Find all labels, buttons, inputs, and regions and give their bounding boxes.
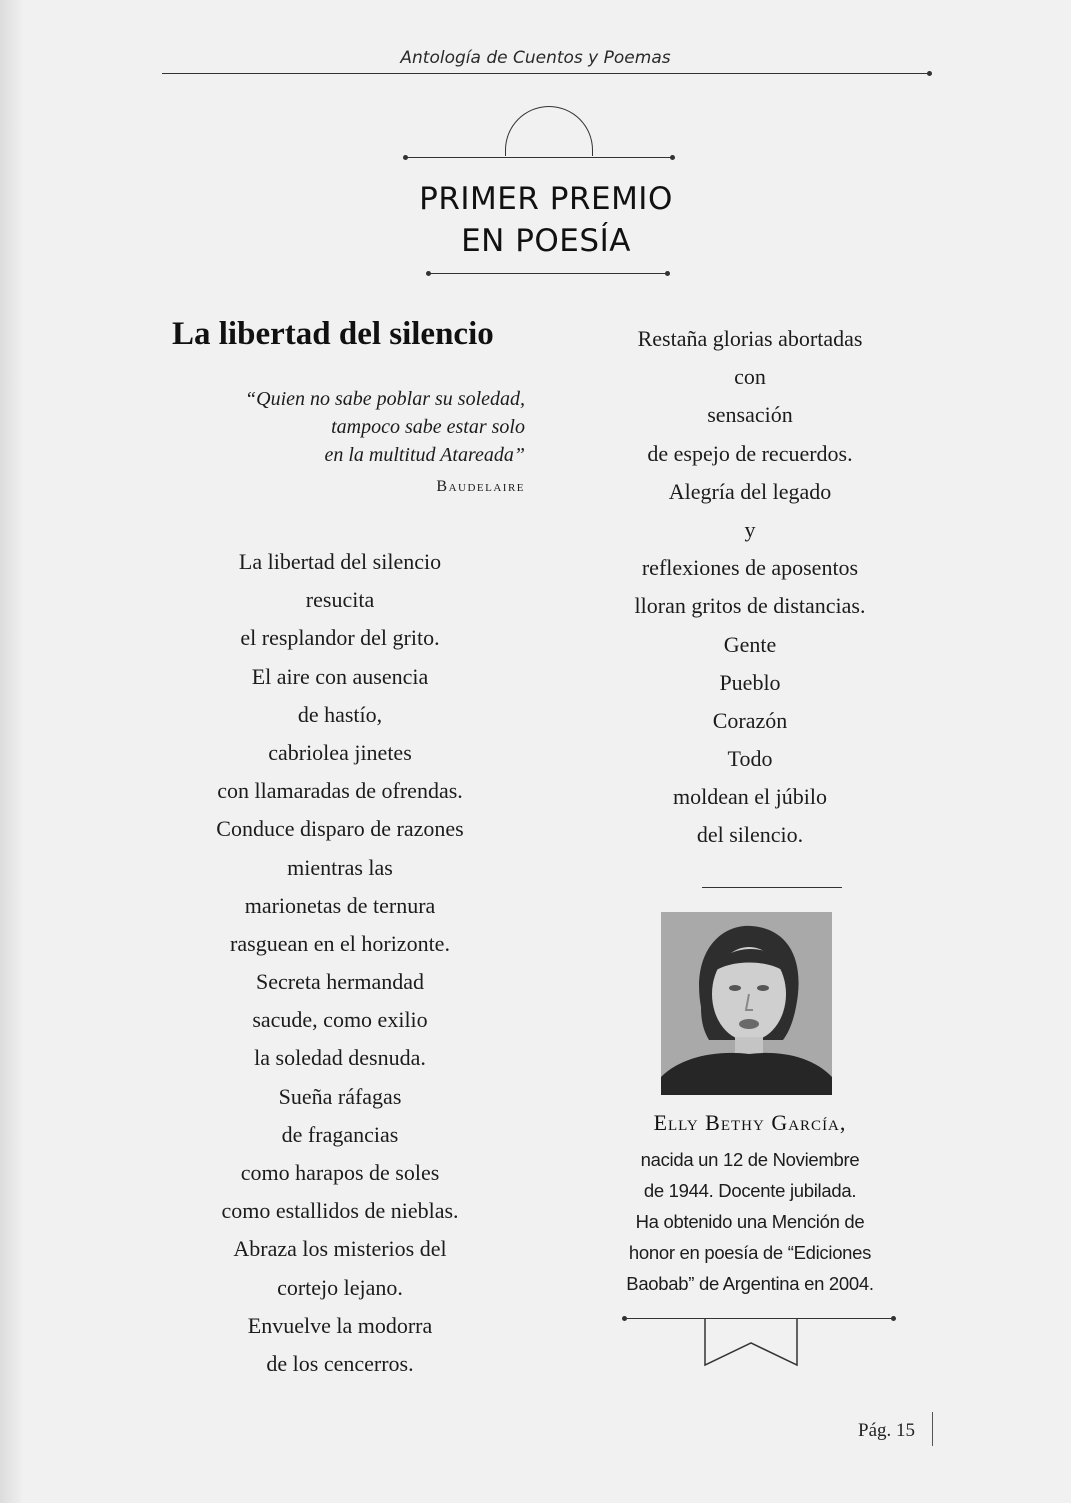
- title-rule-top: [405, 157, 673, 158]
- award-title-line1: PRIMER PREMIO: [419, 181, 673, 217]
- poem-line: de hastío,: [297, 701, 383, 727]
- poem-line: con: [734, 364, 766, 390]
- poem-right-column: [575, 320, 925, 855]
- award-title-line2: EN POESÍA: [461, 223, 631, 259]
- author-bio-line: nacida un 12 de Noviembre: [640, 1149, 860, 1170]
- poem-line: de los cencerros.: [266, 1350, 414, 1376]
- poem-line: Corazón: [712, 707, 788, 733]
- poem-line: cortejo lejano.: [277, 1274, 403, 1300]
- poem-line: Pueblo: [719, 669, 781, 695]
- poem-line: reflexiones de aposentos: [641, 555, 859, 581]
- epigraph: [245, 385, 525, 469]
- poem-line: de fragancias: [281, 1121, 399, 1147]
- poem-line: cabriolea jinetes: [268, 739, 412, 765]
- epigraph-line: “Quien no sabe poblar su soledad,: [245, 388, 525, 410]
- poem-line: la soledad desnuda.: [254, 1045, 426, 1071]
- title-arch-ornament: [505, 106, 593, 156]
- poem-line: sacude, como exilio: [252, 1007, 428, 1033]
- author-portrait: [661, 912, 832, 1095]
- poem-line: como harapos de soles: [240, 1160, 440, 1185]
- author-bio-line: Baobab” de Argentina en 2004.: [626, 1273, 874, 1294]
- poem-line: Abraza los misterios del: [233, 1236, 447, 1262]
- poem-line: La libertad del silencio: [238, 549, 442, 574]
- poem-line: Conduce disparo de razones: [216, 816, 464, 842]
- poem-line: Todo: [727, 746, 773, 772]
- author-bio-line: honor en poesía de “Ediciones: [628, 1242, 872, 1263]
- poem-line: Gente: [723, 631, 777, 657]
- title-rule-bottom: [428, 273, 668, 274]
- running-header: Antología de Cuentos y Poemas: [400, 48, 671, 68]
- poem-line: Secreta hermandad: [256, 969, 424, 995]
- author-portrait-illustration: [661, 912, 832, 1095]
- page-number: Pág. 15: [858, 1420, 915, 1441]
- poem-line: El aire con ausencia: [251, 663, 429, 689]
- poem-line: de espejo de recuerdos.: [647, 440, 853, 466]
- epigraph-line: en la multitud Atareada”: [324, 444, 525, 466]
- author-bio: [560, 1144, 940, 1299]
- epigraph-author: Baudelaire: [436, 478, 525, 495]
- poem-line: rasguean en el horizonte.: [230, 930, 450, 956]
- author-bio-line: de 1944. Docente jubilada.: [643, 1180, 857, 1201]
- poem-line: del silencio.: [696, 822, 804, 848]
- poem-line: Alegría del legado: [668, 478, 832, 504]
- page-number-rule: [932, 1412, 933, 1446]
- poem-title: La libertad del silencio: [172, 316, 494, 352]
- poem-line: moldean el júbilo: [673, 784, 827, 810]
- poem-line: mientras las: [287, 854, 393, 880]
- author-bio-line: Ha obtenido una Mención de: [635, 1211, 865, 1232]
- poem-line: el resplandor del grito.: [240, 625, 440, 651]
- ribbon-ornament: [704, 1319, 798, 1367]
- poem-line: sensación: [707, 402, 793, 428]
- poem-line: Envuelve la modorra: [247, 1312, 433, 1338]
- epigraph-line: tampoco sabe estar solo: [331, 416, 525, 438]
- poem-line: lloran gritos de distancias.: [634, 593, 866, 619]
- bio-rule-top: [702, 887, 842, 888]
- poem-left-column: [145, 543, 535, 1383]
- poem-line: marionetas de ternura: [244, 892, 436, 918]
- poem-line: y: [744, 516, 756, 542]
- award-title: [0, 178, 1071, 262]
- poem-line: Restaña glorias abortadas: [637, 326, 863, 351]
- poem-line: resucita: [305, 587, 375, 613]
- poem-line: como estallidos de nieblas.: [221, 1198, 459, 1224]
- poem-line: con llamaradas de ofrendas.: [217, 778, 463, 804]
- poem-line: Sueña ráfagas: [278, 1083, 402, 1109]
- author-name: Elly Bethy García,: [653, 1110, 847, 1135]
- header-rule: [162, 73, 930, 74]
